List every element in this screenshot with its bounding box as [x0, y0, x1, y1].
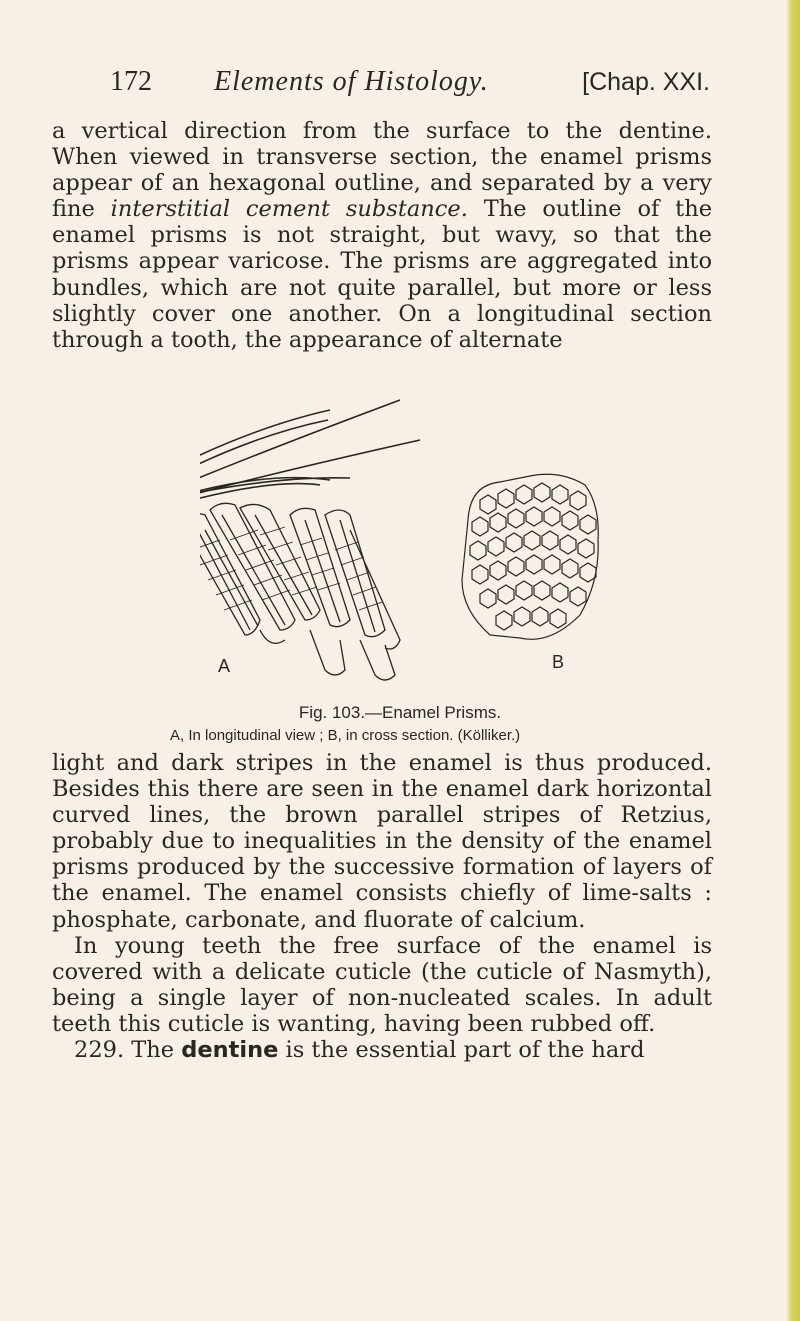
- text-segment: a vertical direction from the surface to the dentine. When viewed in transverse section, the enamel prisms appear of an hexagonal outline, and separated by a very fine: [52, 118, 712, 223]
- running-header: [110, 66, 710, 106]
- paragraph: In young teeth the free surface of the enamel is covered with a delicate cuticle (the cuticle of Nasmyth), being a single layer of non-nucleated scales. In adult teeth this cuticle is wanting, having been rubbed off.: [52, 932, 712, 1037]
- paragraph: light and dark stripes in the enamel is thus produced. Besides this there are seen in the enamel dark horizontal curved lines, the brown parallel stripes of Retzius, probably due to inequalities in the density of the enamel prisms produced by the successive formation of layers of the enamel. The enamel consists chiefly of lime-salts : phosphate, carbonate, and fluorate of calcium.: [52, 750, 712, 933]
- text-segment: 229. The: [74, 1037, 182, 1064]
- figure-caption-title: Fig. 103.—Enamel Prisms.: [298, 703, 502, 722]
- chapter-label: [Chap. XXI.: [582, 68, 710, 96]
- term-interstitial-cement: interstitial cement substance.: [110, 196, 468, 223]
- figure-a-longitudinal: [200, 400, 420, 680]
- page-number: 172: [110, 66, 152, 97]
- figure-b-cross-section: [462, 474, 598, 639]
- figure-caption-sub: A, In longitudinal view ; B, in cross section. (Kölliker.): [170, 727, 521, 744]
- figure-enamel-prisms: [200, 390, 640, 690]
- text-segment: is the essential part of the hard: [278, 1037, 645, 1064]
- text-segment: The outline of the enamel prisms is not straight, but wavy, so that the prisms appear varicose. The prisms are aggregated into bundles, which are not quite parallel, but more or less slightly cover one another. On a longitudinal section through a tooth, the appearance of alternate: [52, 196, 713, 353]
- body-text-lower: [52, 750, 712, 1063]
- figure-label-a: A: [218, 656, 231, 676]
- paragraph: [52, 1037, 712, 1063]
- page-edge: [786, 0, 800, 1321]
- running-title: Elements of Histology.: [214, 66, 489, 97]
- body-text-top: [52, 118, 712, 353]
- term-dentine: dentine: [181, 1037, 279, 1064]
- figure-label-b: B: [552, 652, 565, 672]
- paragraph: [52, 118, 712, 353]
